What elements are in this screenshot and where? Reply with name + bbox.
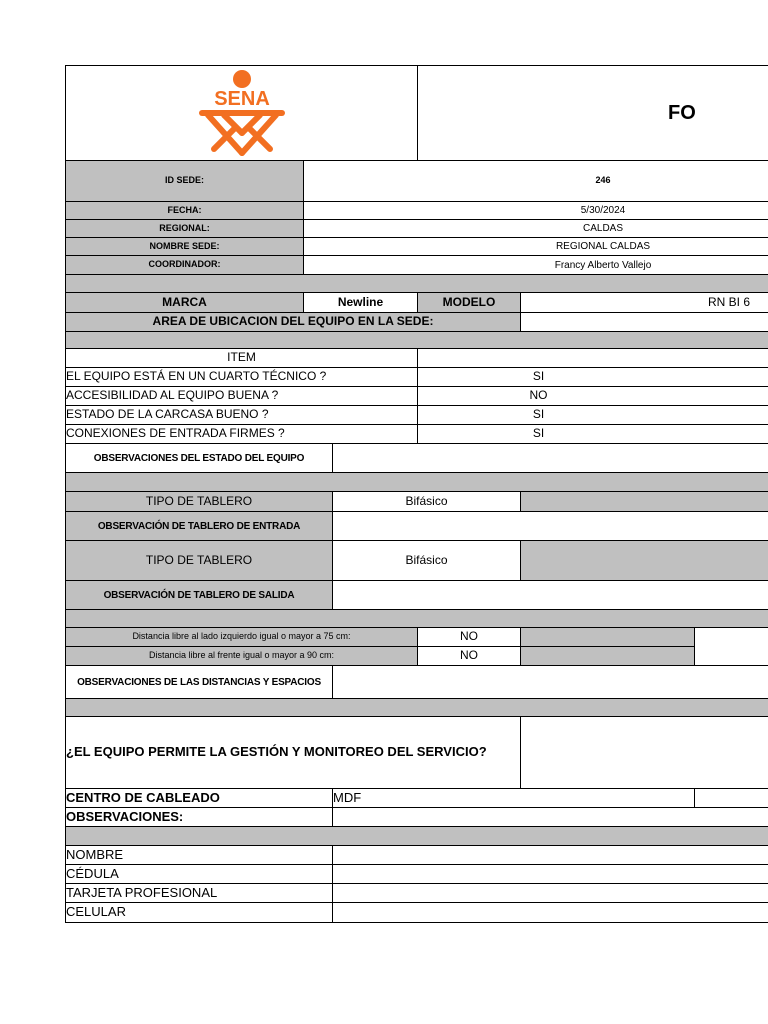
distancia-frente-value[interactable]: NO	[417, 646, 521, 666]
modelo-label: MODELO	[417, 292, 521, 313]
observaciones-estado-value[interactable]	[332, 443, 768, 473]
checklist-item-value-text: NO	[529, 388, 548, 403]
sena-logo	[194, 69, 290, 157]
celular-value[interactable]	[332, 902, 768, 923]
distancia-frente-label: Distancia libre al frente igual o mayor a 90 cm:	[65, 646, 418, 666]
modelo-value[interactable]	[520, 292, 768, 313]
checklist-item-value[interactable]	[417, 386, 768, 406]
centro-cableado-value[interactable]: MDF	[332, 788, 695, 808]
checklist-item-value-text: SI	[532, 369, 545, 384]
checklist-item-value[interactable]	[417, 405, 768, 425]
regional-label: REGIONAL:	[65, 219, 304, 238]
form-title: FO	[668, 102, 696, 124]
nombre-sede-value[interactable]: REGIONAL CALDAS	[303, 237, 768, 256]
gestion-answer[interactable]	[520, 716, 768, 789]
tablero-salida-obs-value[interactable]	[332, 580, 768, 610]
id-sede-value[interactable]: 246	[303, 160, 768, 202]
checklist-item-value-text: SI	[532, 407, 545, 422]
marca-label: MARCA	[65, 292, 304, 313]
checklist-item-label: ACCESIBILIDAD AL EQUIPO BUENA ?	[65, 386, 418, 406]
area-label: AREA DE UBICACION DEL EQUIPO EN LA SEDE:	[65, 312, 521, 332]
id-sede-label: ID SEDE:	[65, 160, 304, 202]
tablero-salida-tipo-value[interactable]: Bifásico	[332, 540, 521, 581]
tablero-entrada-obs-label: OBSERVACIÓN DE TABLERO DE ENTRADA	[65, 511, 333, 541]
coordinador-value[interactable]: Francy Alberto Vallejo	[303, 255, 768, 275]
tablero-entrada-extra	[520, 491, 768, 512]
checklist-item-value-text: SI	[532, 426, 545, 441]
celular-label: CELULAR	[65, 902, 333, 923]
observaciones-estado-label: OBSERVACIONES DEL ESTADO DEL EQUIPO	[65, 443, 333, 473]
separator-row	[65, 472, 768, 492]
tablero-salida-extra	[520, 540, 768, 581]
form-title-cell	[417, 65, 768, 161]
checklist-item-label: CONEXIONES DE ENTRADA FIRMES ?	[65, 424, 418, 444]
item-header: ITEM	[65, 348, 418, 368]
nombre-value[interactable]	[332, 845, 768, 865]
distancias-obs-label: OBSERVACIONES DE LAS DISTANCIAS Y ESPACIOS	[65, 665, 333, 699]
separator-row	[65, 274, 768, 293]
area-value[interactable]	[520, 312, 768, 332]
fecha-value[interactable]: 5/30/2024	[303, 201, 768, 220]
sena-logo-text: SENA	[213, 88, 270, 110]
fecha-label: FECHA:	[65, 201, 304, 220]
nombre-sede-label: NOMBRE SEDE:	[65, 237, 304, 256]
observaciones-value[interactable]	[332, 807, 768, 827]
centro-cableado-label: CENTRO DE CABLEADO	[65, 788, 333, 808]
logo-cell	[65, 65, 418, 161]
tarjeta-profesional-label: TARJETA PROFESIONAL	[65, 883, 333, 903]
observaciones-label: OBSERVACIONES:	[65, 807, 333, 827]
nombre-label: NOMBRE	[65, 845, 333, 865]
tablero-entrada-obs-value[interactable]	[332, 511, 768, 541]
regional-value[interactable]: CALDAS	[303, 219, 768, 238]
separator-row	[65, 826, 768, 846]
separator-row	[65, 698, 768, 717]
cedula-label: CÉDULA	[65, 864, 333, 884]
item-header-value	[417, 348, 768, 368]
separator-row	[65, 331, 768, 349]
tablero-salida-obs-label: OBSERVACIÓN DE TABLERO DE SALIDA	[65, 580, 333, 610]
distancia-izquierdo-extra	[520, 627, 695, 647]
tarjeta-profesional-value[interactable]	[332, 883, 768, 903]
separator-row	[65, 609, 768, 628]
checklist-item-value[interactable]	[417, 424, 768, 444]
modelo-value-text: RN BI 6	[707, 294, 750, 309]
marca-value[interactable]: Newline	[303, 292, 418, 313]
checklist-item-label: EL EQUIPO ESTÁ EN UN CUARTO TÉCNICO ?	[65, 367, 418, 387]
distancia-frente-extra	[520, 646, 695, 666]
tablero-salida-tipo-label: TIPO DE TABLERO	[65, 540, 333, 581]
cedula-value[interactable]	[332, 864, 768, 884]
gestion-question: ¿EL EQUIPO PERMITE LA GESTIÓN Y MONITOREO DEL SERVICIO?	[65, 716, 521, 789]
coordinador-label: COORDINADOR:	[65, 255, 304, 275]
distancia-izquierdo-value[interactable]: NO	[417, 627, 521, 647]
checklist-item-label: ESTADO DE LA CARCASA BUENO ?	[65, 405, 418, 425]
checklist-item-value[interactable]	[417, 367, 768, 387]
tablero-entrada-tipo-label: TIPO DE TABLERO	[65, 491, 333, 512]
distancia-izquierdo-label: Distancia libre al lado izquierdo igual o mayor a 75 cm:	[65, 627, 418, 647]
distancias-obs-value[interactable]	[332, 665, 768, 699]
tablero-entrada-tipo-value[interactable]: Bifásico	[332, 491, 521, 512]
